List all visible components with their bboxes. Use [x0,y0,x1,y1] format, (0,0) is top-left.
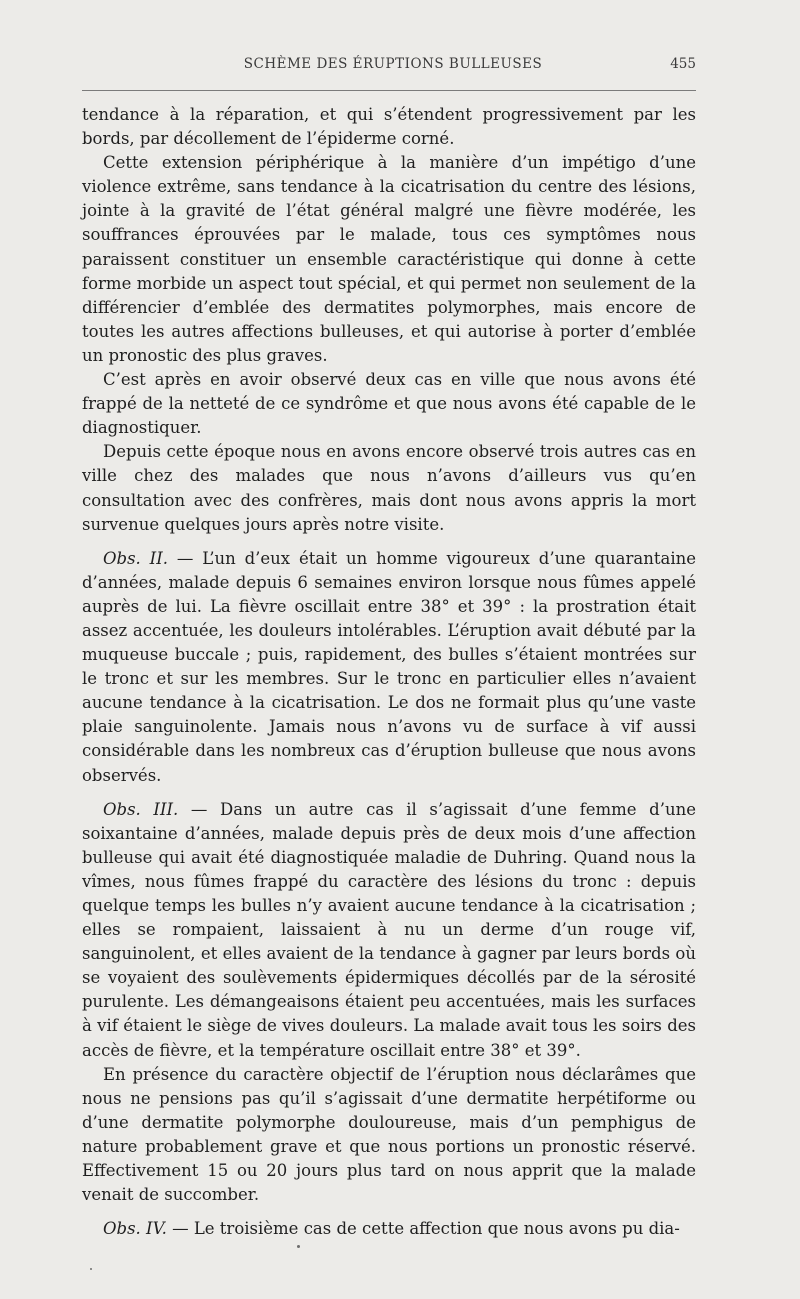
paragraph-text: — Le troisième cas de cette affection que nous avons pu dia- [166,1219,680,1239]
paragraph [82,440,696,536]
paper-speck [90,1268,92,1270]
body-text [82,103,696,1241]
paragraph-text: — L’un d’eux était un homme vigoureux d’une quarantaine d’années, malade depuis 6 semaines environ lorsque nous fûmes appelé auprès de lui. La fièvre oscillait entre 38° et 39° : la prostration était assez accentuée, les douleurs intolérables. L’éruption avait débuté par la muqueuse buccale ; puis, rapidement, des bulles s’étaient montrées sur le tronc et sur les membres. Sur le tronc en particulier elles n’avaient aucune tendance à la cicatrisation. Le dos ne formait plus qu’une vaste plaie sanguinolente. Jamais nous n’avons vu de surface à vif aussi considérable dans les nombreux cas d’éruption bulleuse que nous avons observés. [82,548,696,785]
paragraph [82,151,696,368]
paragraph [82,368,696,440]
paragraph-text: C’est après en avoir observé deux cas en ville que nous avons été frappé de la netteté de ce syndrôme et que nous avons été capable de le diagnostiquer. [82,370,696,438]
observation-paragraph [82,1217,696,1241]
observation-paragraph [82,798,696,1063]
observation-paragraph [82,547,696,788]
running-title: SCHÈME DES ÉRUPTIONS BULLEUSES [243,56,543,72]
page-header [82,56,704,78]
observation-label: Obs. III. [103,799,179,819]
paragraph-text: En présence du caractère objectif de l’éruption nous déclarâmes que nous ne pensions pas qu’il s’agissait d’une dermatite herpétiforme ou d’une dermatite polymorphe douloureuse, mais d’un pemphigus de nature probablement grave et que nous portions un pronostic réservé. Effectivement 15 ou 20 jours plus tard on nous apprit que la malade venait de succomber. [82,1064,696,1205]
paragraph-text: — Dans un autre cas il s’agissait d’une femme d’une soixantaine d’années, malade depuis près de deux mois d’une affection bulleuse qui avait été diagnostiquée maladie de Duhring. Quand nous la vîmes, nous fûmes frappé du caractère des lésions du tronc : depuis quelque temps les bulles n’y avaient aucune tendance à la cicatrisation ; elles se rompaient, laissaient à nu un derme d’un rouge vif, sanguinolent, et elles avaient de la tendance à gagner par leurs bords où se voyaient des soulèvements épidermiques décollés par de la sérosité purulente. Les démangeaisons étaient peu accentuées, mais les surfaces à vif étaient le siège de vives douleurs. La malade avait tous les soirs des accès de fièvre, et la température oscillait entre 38° et 39°. [82,799,696,1060]
paragraph-continuation [82,103,696,151]
header-rule [82,90,696,91]
paragraph-text: Cette extension périphérique à la manière d’un impétigo d’une violence extrême, sans tendance à la cicatrisation du centre des lésions, jointe à la gravité de l’état général malgré une fièvre modérée, les souffrances éprouvées par le malade, tous ces symptômes nous paraissent constituer un ensemble caractéristique qui donne à cette forme morbide un aspect tout spécial, et qui permet non seulement de la différencier d’emblée des dermatites polymorphes, mais encore de toutes les autres affections bulleuses, et qui autorise à porter d’emblée un pronostic des plus graves. [82,153,696,365]
observation-label: Obs. IV. [103,1219,167,1239]
observation-label: Obs. II. [103,548,168,568]
paragraph-text: tendance à la réparation, et qui s’étendent progressivement par les bords, par décollement de l’épiderme corné. [82,105,696,149]
paragraph-text: Depuis cette époque nous en avons encore observé trois autres cas en ville chez des malades que nous n’avons d’ailleurs vus qu’en consultation avec des confrères, mais dont nous avons appris la mort survenue quelques jours après notre visite. [82,442,696,534]
page-number: 455 [670,56,696,72]
paragraph [82,1063,696,1208]
paper-speck [297,1245,300,1248]
